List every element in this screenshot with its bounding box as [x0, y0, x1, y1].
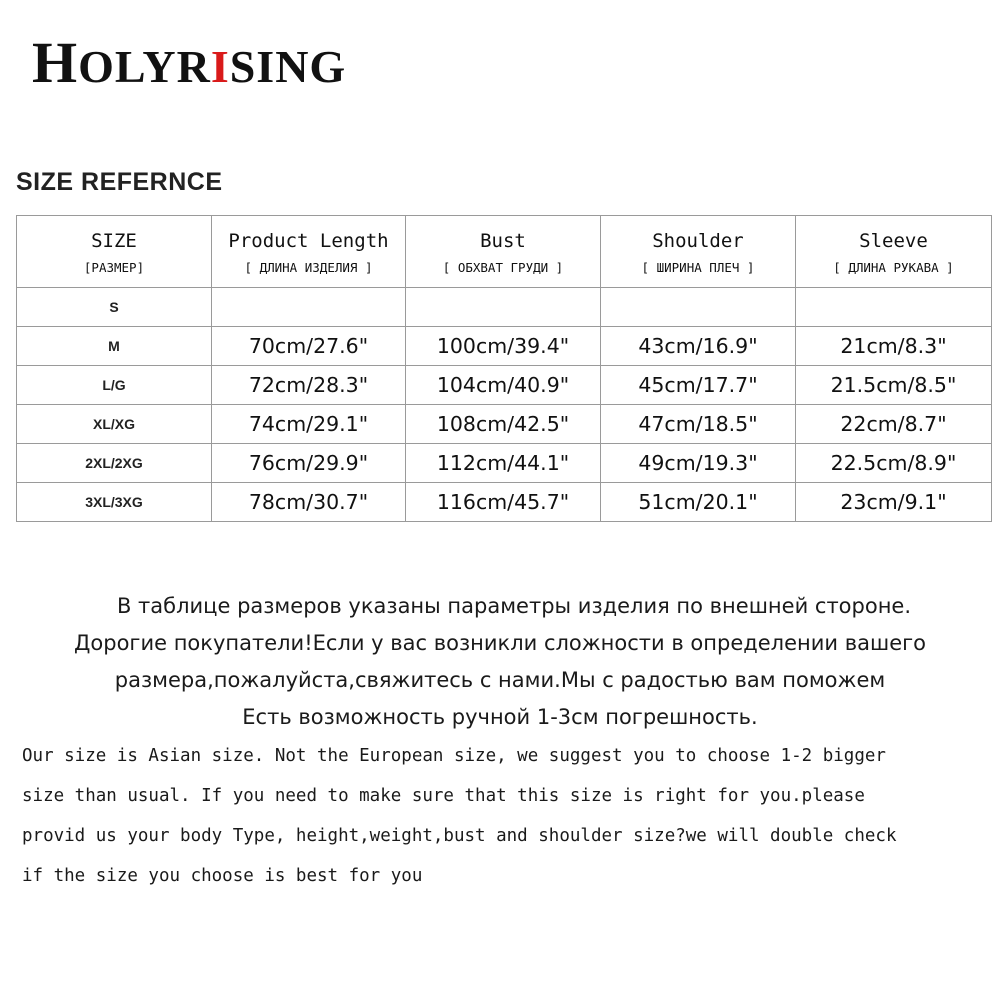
header-ru: [РАЗМЕР]: [83, 260, 145, 275]
header-en: Sleeve: [859, 230, 928, 252]
shoulder-cell: 47cm/18.5": [601, 405, 796, 444]
sleeve-cell: 23cm/9.1": [796, 483, 992, 522]
table-row: [17, 483, 992, 522]
length-cell: [212, 288, 406, 327]
table-row: [17, 288, 992, 327]
table-row: [17, 405, 992, 444]
sleeve-cell: [796, 288, 992, 327]
english-note-line: Our size is Asian size. Not the European size, we suggest you to choose 1-2 bigger: [22, 746, 886, 766]
russian-note-line: Есть возможность ручной 1-3см погрешность.: [242, 705, 758, 729]
sleeve-cell: 21cm/8.3": [796, 327, 992, 366]
header-ru: [ ШИРИНА ПЛЕЧ ]: [641, 260, 755, 275]
sleeve-cell: 22cm/8.7": [796, 405, 992, 444]
length-cell: 76cm/29.9": [212, 444, 406, 483]
english-note-line: provid us your body Type, height,weight,bust and shoulder size?we will double check: [22, 826, 897, 846]
logo-first-letter: H: [32, 30, 79, 95]
russian-note-line: В таблице размеров указаны параметры изделия по внешней стороне.: [116, 594, 912, 618]
russian-note-line: размера,пожалуйста,свяжитесь с нами.Мы с радостью вам поможем: [114, 668, 886, 692]
header-bust: [406, 216, 601, 288]
header-en: Bust: [480, 230, 526, 252]
header-en: Shoulder: [652, 230, 744, 252]
english-note-line: size than usual. If you need to make sure that this size is right for you.please: [22, 786, 865, 806]
logo-red-letter: I: [210, 41, 230, 92]
english-size-note: [22, 736, 987, 896]
header-shoulder: [601, 216, 796, 288]
header-en: Product Length: [228, 230, 389, 252]
brand-logo: [32, 30, 347, 95]
header-ru: [ ДЛИНА ИЗДЕЛИЯ ]: [244, 260, 373, 275]
russian-note-line: Дорогие покупатели!Если у вас возникли сложности в определении вашего: [73, 631, 926, 655]
size-cell: 3XL/3XG: [17, 483, 212, 522]
size-cell: 2XL/2XG: [17, 444, 212, 483]
size-reference-title: SIZE REFERNCE: [16, 168, 223, 196]
bust-cell: [406, 288, 601, 327]
bust-cell: 104cm/40.9": [406, 366, 601, 405]
english-note-line: if the size you choose is best for you: [22, 866, 423, 886]
size-table: [16, 215, 992, 522]
sleeve-cell: 22.5cm/8.9": [796, 444, 992, 483]
bust-cell: 100cm/39.4": [406, 327, 601, 366]
length-cell: 72cm/28.3": [212, 366, 406, 405]
table-header-row: [17, 216, 992, 288]
length-cell: 78cm/30.7": [212, 483, 406, 522]
table-row: [17, 327, 992, 366]
size-cell: S: [17, 288, 212, 327]
shoulder-cell: 49cm/19.3": [601, 444, 796, 483]
shoulder-cell: [601, 288, 796, 327]
shoulder-cell: 45cm/17.7": [601, 366, 796, 405]
table-row: [17, 444, 992, 483]
header-size: [17, 216, 212, 288]
bust-cell: 108cm/42.5": [406, 405, 601, 444]
length-cell: 70cm/27.6": [212, 327, 406, 366]
size-cell: M: [17, 327, 212, 366]
size-cell: XL/XG: [17, 405, 212, 444]
header-ru: [ ДЛИНА РУКАВА ]: [833, 260, 954, 275]
shoulder-cell: 43cm/16.9": [601, 327, 796, 366]
russian-size-note: [0, 588, 1000, 736]
header-ru: [ ОБХВАТ ГРУДИ ]: [442, 260, 564, 275]
sleeve-cell: 21.5cm/8.5": [796, 366, 992, 405]
header-en: SIZE: [91, 230, 137, 252]
header-sleeve: [796, 216, 992, 288]
header-length: [212, 216, 406, 288]
length-cell: 74cm/29.1": [212, 405, 406, 444]
logo-text-part1: OLYR: [78, 41, 211, 92]
table-row: [17, 366, 992, 405]
shoulder-cell: 51cm/20.1": [601, 483, 796, 522]
logo-text-part2: SING: [229, 41, 347, 92]
size-cell: L/G: [17, 366, 212, 405]
bust-cell: 116cm/45.7": [406, 483, 601, 522]
bust-cell: 112cm/44.1": [406, 444, 601, 483]
